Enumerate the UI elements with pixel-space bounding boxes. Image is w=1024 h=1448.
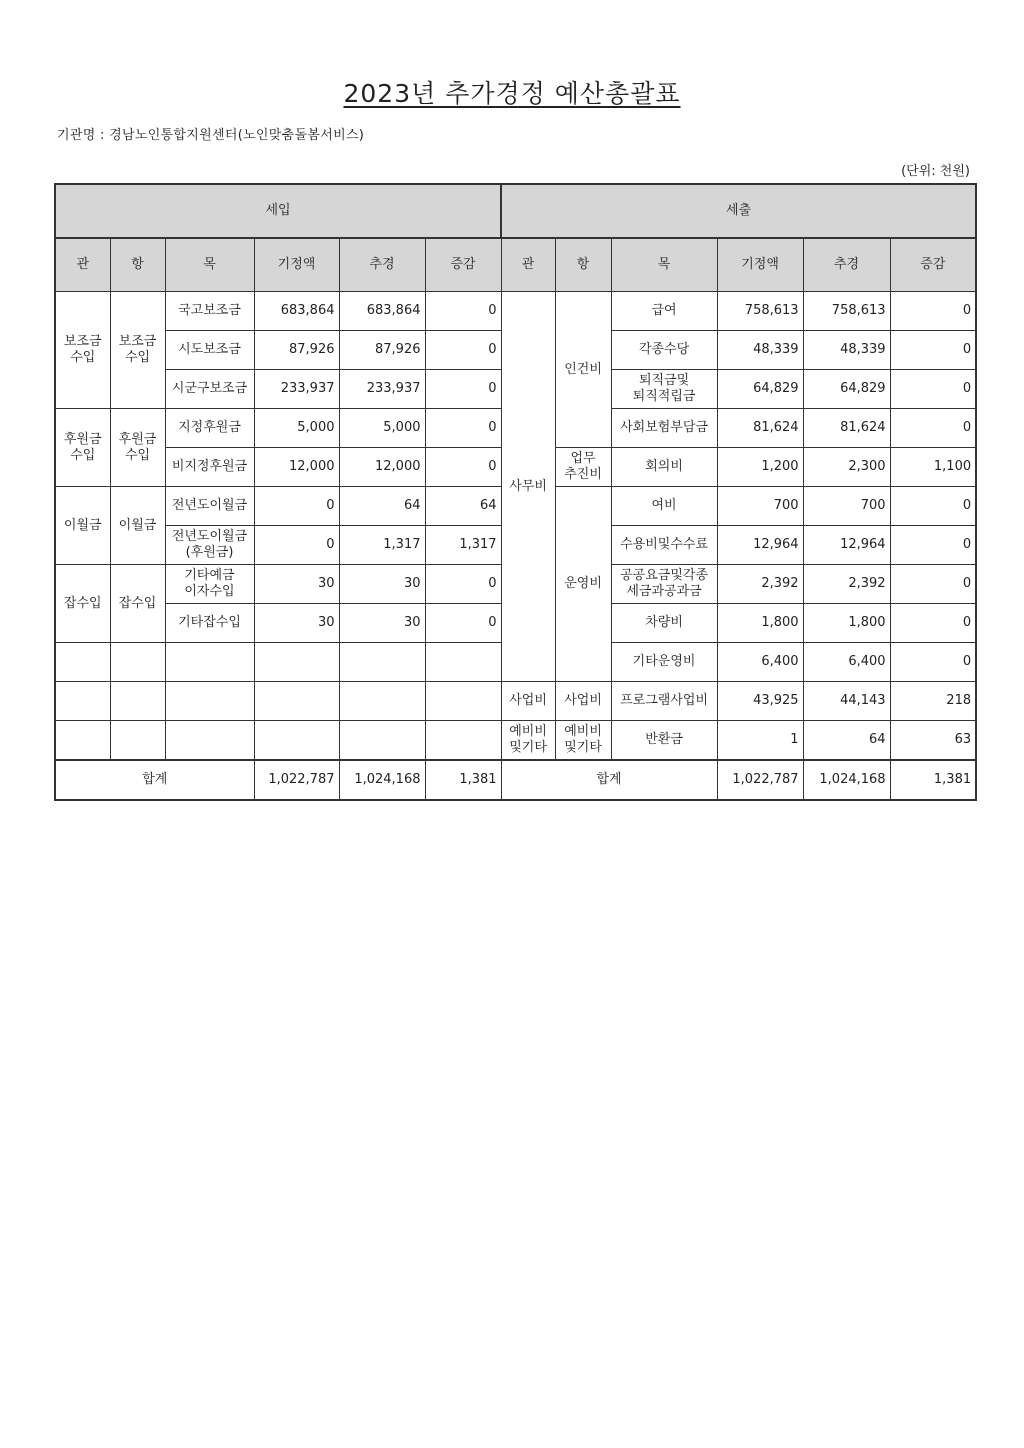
income-base: 12,000 [254, 448, 339, 487]
income-base: 87,926 [254, 331, 339, 370]
expense-diff: 0 [890, 331, 976, 370]
income-total-base: 1,022,787 [254, 760, 339, 800]
income-mok: 전년도이월금 (후원금) [165, 526, 254, 565]
expense-total-label: 합계 [501, 760, 717, 800]
organization-name: 기관명 : 경남노인통합지원센터(노인맞춤돌봄서비스) [57, 128, 365, 143]
expense-gwan-office: 사무비 [501, 292, 555, 682]
income-diff: 0 [425, 604, 501, 643]
col-header-gwan: 관 [501, 238, 555, 292]
empty-cell [425, 643, 501, 682]
income-diff: 0 [425, 565, 501, 604]
income-hang-donation: 후원금 수입 [110, 409, 165, 487]
table-row [55, 721, 976, 761]
expense-base: 48,339 [717, 331, 803, 370]
col-header-revised: 추경 [339, 238, 425, 292]
expense-mok: 퇴직금및 퇴직적립금 [611, 370, 717, 409]
income-hang-carryover: 이월금 [110, 487, 165, 565]
empty-cell [339, 721, 425, 761]
income-mok: 시도보조금 [165, 331, 254, 370]
empty-cell [425, 721, 501, 761]
income-revised: 683,864 [339, 292, 425, 331]
income-revised: 30 [339, 604, 425, 643]
expense-mok: 여비 [611, 487, 717, 526]
expense-revised: 81,624 [803, 409, 890, 448]
col-header-base: 기정액 [254, 238, 339, 292]
col-header-mok: 목 [611, 238, 717, 292]
empty-cell [55, 682, 110, 721]
expense-diff: 0 [890, 604, 976, 643]
income-base: 0 [254, 487, 339, 526]
expense-hang-personnel: 인건비 [555, 292, 611, 448]
budget-summary-table [54, 183, 977, 801]
income-mok: 비지정후원금 [165, 448, 254, 487]
expense-mok: 사회보험부담금 [611, 409, 717, 448]
expense-revised: 700 [803, 487, 890, 526]
income-revised: 87,926 [339, 331, 425, 370]
income-total-label: 합계 [55, 760, 254, 800]
income-gwan-misc: 잡수입 [55, 565, 110, 643]
section-header-row [55, 184, 976, 238]
expense-revised: 64,829 [803, 370, 890, 409]
expense-diff: 0 [890, 643, 976, 682]
expense-hang-ops: 운영비 [555, 487, 611, 682]
income-total-diff: 1,381 [425, 760, 501, 800]
empty-cell [165, 643, 254, 682]
empty-cell [55, 721, 110, 761]
income-revised: 12,000 [339, 448, 425, 487]
income-section-header: 세입 [55, 184, 501, 238]
income-mok: 국고보조금 [165, 292, 254, 331]
expense-diff: 63 [890, 721, 976, 761]
expense-revised: 64 [803, 721, 890, 761]
expense-revised: 12,964 [803, 526, 890, 565]
empty-cell [165, 682, 254, 721]
page-title: 2023년 추가경정 예산총괄표 [343, 79, 681, 108]
col-header-base: 기정액 [717, 238, 803, 292]
income-revised: 64 [339, 487, 425, 526]
empty-cell [110, 643, 165, 682]
expense-diff: 0 [890, 487, 976, 526]
expense-base: 2,392 [717, 565, 803, 604]
empty-cell [110, 682, 165, 721]
expense-mok: 급여 [611, 292, 717, 331]
expense-hang-promo: 업무 추진비 [555, 448, 611, 487]
expense-base: 1,200 [717, 448, 803, 487]
income-base: 233,937 [254, 370, 339, 409]
income-hang-misc: 잡수입 [110, 565, 165, 643]
expense-gwan-project: 사업비 [501, 682, 555, 721]
expense-mok: 회의비 [611, 448, 717, 487]
expense-base: 12,964 [717, 526, 803, 565]
income-base: 0 [254, 526, 339, 565]
expense-gwan-reserve: 예비비 및기타 [501, 721, 555, 761]
col-header-gwan: 관 [55, 238, 110, 292]
expense-base: 758,613 [717, 292, 803, 331]
expense-hang-project: 사업비 [555, 682, 611, 721]
expense-base: 700 [717, 487, 803, 526]
col-header-mok: 목 [165, 238, 254, 292]
expense-total-revised: 1,024,168 [803, 760, 890, 800]
expense-base: 81,624 [717, 409, 803, 448]
empty-cell [339, 643, 425, 682]
expense-total-base: 1,022,787 [717, 760, 803, 800]
col-header-revised: 추경 [803, 238, 890, 292]
income-revised: 30 [339, 565, 425, 604]
expense-section-header: 세출 [501, 184, 976, 238]
income-mok: 시군구보조금 [165, 370, 254, 409]
expense-revised: 758,613 [803, 292, 890, 331]
income-diff: 1,317 [425, 526, 501, 565]
total-row [55, 760, 976, 800]
expense-diff: 218 [890, 682, 976, 721]
income-gwan-subsidy: 보조금 수입 [55, 292, 110, 409]
expense-diff: 1,100 [890, 448, 976, 487]
income-mok: 지정후원금 [165, 409, 254, 448]
expense-revised: 44,143 [803, 682, 890, 721]
table-row [55, 682, 976, 721]
col-header-diff: 증감 [425, 238, 501, 292]
income-diff: 0 [425, 331, 501, 370]
expense-revised: 2,300 [803, 448, 890, 487]
expense-mok: 차량비 [611, 604, 717, 643]
column-header-row [55, 238, 976, 292]
expense-base: 1,800 [717, 604, 803, 643]
income-mok: 전년도이월금 [165, 487, 254, 526]
income-total-revised: 1,024,168 [339, 760, 425, 800]
expense-total-diff: 1,381 [890, 760, 976, 800]
expense-revised: 6,400 [803, 643, 890, 682]
expense-mok: 반환금 [611, 721, 717, 761]
expense-mok: 프로그램사업비 [611, 682, 717, 721]
empty-cell [339, 682, 425, 721]
income-mok: 기타예금 이자수입 [165, 565, 254, 604]
empty-cell [254, 643, 339, 682]
income-base: 683,864 [254, 292, 339, 331]
income-base: 30 [254, 604, 339, 643]
expense-base: 64,829 [717, 370, 803, 409]
income-diff: 0 [425, 409, 501, 448]
expense-diff: 0 [890, 292, 976, 331]
income-gwan-donation: 후원금 수입 [55, 409, 110, 487]
expense-diff: 0 [890, 565, 976, 604]
income-hang-subsidy: 보조금 수입 [110, 292, 165, 409]
expense-diff: 0 [890, 409, 976, 448]
income-revised: 5,000 [339, 409, 425, 448]
empty-cell [110, 721, 165, 761]
income-diff: 64 [425, 487, 501, 526]
expense-revised: 1,800 [803, 604, 890, 643]
expense-mok: 공공요금및각종 세금과공과금 [611, 565, 717, 604]
income-mok: 기타잡수입 [165, 604, 254, 643]
income-revised: 1,317 [339, 526, 425, 565]
col-header-hang: 항 [110, 238, 165, 292]
expense-mok: 기타운영비 [611, 643, 717, 682]
income-base: 5,000 [254, 409, 339, 448]
expense-mok: 수용비및수수료 [611, 526, 717, 565]
income-diff: 0 [425, 370, 501, 409]
empty-cell [425, 682, 501, 721]
expense-revised: 2,392 [803, 565, 890, 604]
expense-base: 6,400 [717, 643, 803, 682]
empty-cell [55, 643, 110, 682]
expense-revised: 48,339 [803, 331, 890, 370]
income-base: 30 [254, 565, 339, 604]
income-diff: 0 [425, 448, 501, 487]
expense-diff: 0 [890, 526, 976, 565]
expense-hang-reserve: 예비비 및기타 [555, 721, 611, 761]
empty-cell [254, 721, 339, 761]
empty-cell [165, 721, 254, 761]
income-gwan-carryover: 이월금 [55, 487, 110, 565]
unit-label: (단위: 천원) [901, 164, 970, 179]
col-header-hang: 항 [555, 238, 611, 292]
expense-diff: 0 [890, 370, 976, 409]
income-diff: 0 [425, 292, 501, 331]
table-row [55, 292, 976, 331]
expense-base: 43,925 [717, 682, 803, 721]
empty-cell [254, 682, 339, 721]
income-revised: 233,937 [339, 370, 425, 409]
col-header-diff: 증감 [890, 238, 976, 292]
expense-base: 1 [717, 721, 803, 761]
expense-mok: 각종수당 [611, 331, 717, 370]
